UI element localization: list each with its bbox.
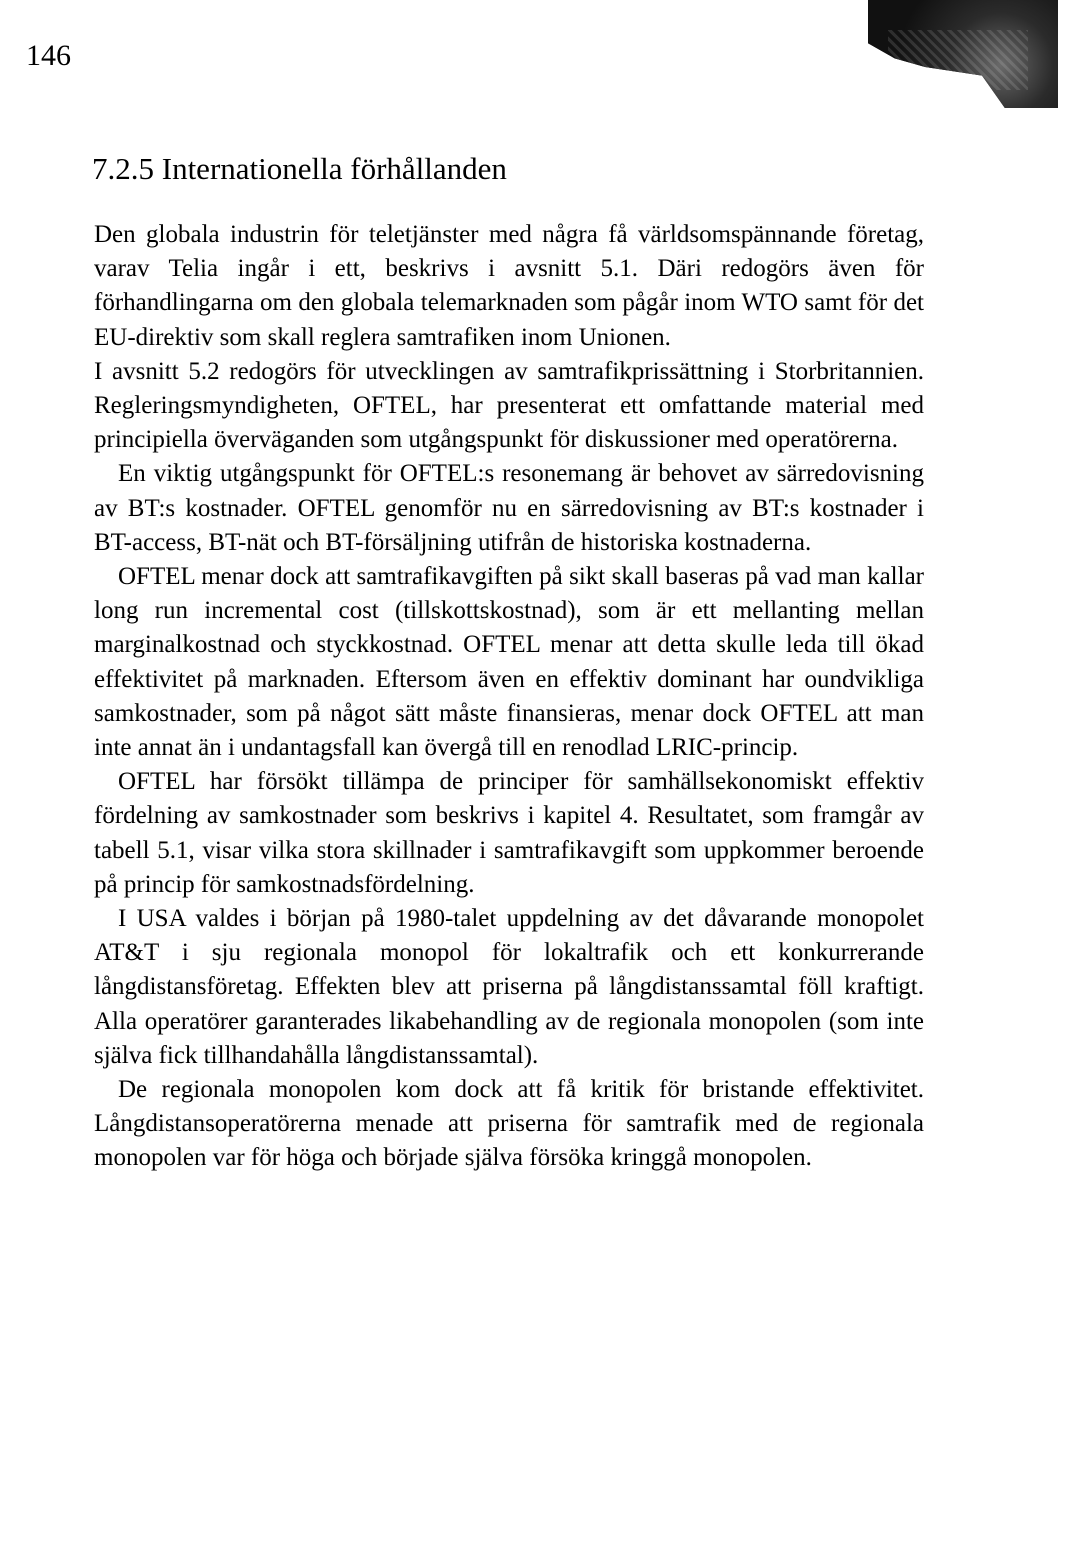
paragraph: OFTEL menar dock att samtrafikavgiften på sikt skall baseras på vad man kallar long run incremental cost (tillskottskostnad), som är ett mellanting mellan marginalkostnad och styckkostnad. OFTEL menar att detta skulle leda till ökad effektivitet på marknaden. Eftersom även en effektiv dominant har oundvikliga samkostnader, som på något sätt måste finansieras, menar dock OFTEL att man inte annat än i undantagsfall kan övergå till en renodlad LRIC-princip. [94,563,924,762]
paragraph: I USA valdes i början på 1980-talet uppdelning av det dåvarande monopolet AT&T i sju regionala monopol för lokaltrafik och ett konkurrerande långdistansföretag. Effekten blev att priserna på långdistanssamtal föll kraftigt. Alla operatörer garanterades likabehandling av de regionala monopolen (som inte själva fick tillhandahålla långdistanssamtal). [94,905,924,1069]
paragraph: Den globala industrin för teletjänster med några få världsomspännande företag, varav Telia ingår i ett, beskrivs i avsnitt 5.1. Däri redogörs även för förhandlingarna om den globala telemarknaden som pågår inom WTO samt för det EU-direktiv som skall reglera samtrafiken inom Unionen. [94,221,924,351]
section-heading: 7.2.5 Internationella förhållanden [92,151,507,186]
paragraph: I avsnitt 5.2 redogörs för utvecklingen av samtrafikprissättning i Storbritannien. Regleringsmyndigheten, OFTEL, har presenterat ett omfattande material med principiella överväganden som utgångspunkt för diskussioner med operatörerna. [94,357,924,454]
paragraph: En viktig utgångspunkt för OFTEL:s resonemang är behovet av särredovisning av BT:s kostnader. OFTEL genomför nu en särredovisning av BT:s kostnader i BT-access, BT-nät och BT-försäljning utifrån de historiska kostnaderna. [94,460,924,556]
paragraph: De regionala monopolen kom dock att få kritik för bristande effektivitet. Långdistansoperatörerna menade att priserna för samtrafik med de regionala monopolen var för höga och började själva försöka kringgå monopolen. [94,1076,924,1172]
page-number: 146 [26,39,71,72]
scan-artifact-image [868,0,1058,108]
body-text [94,218,924,1176]
paragraph: OFTEL har försökt tillämpa de principer för samhällsekonomiskt effektiv fördelning av samkostnader som beskrivs i kapitel 4. Resultatet, som framgår av tabell 5.1, visar vilka stora skillnader i samtrafikavgift som uppkommer beroende på princip för samkostnadsfördelning. [94,768,924,898]
